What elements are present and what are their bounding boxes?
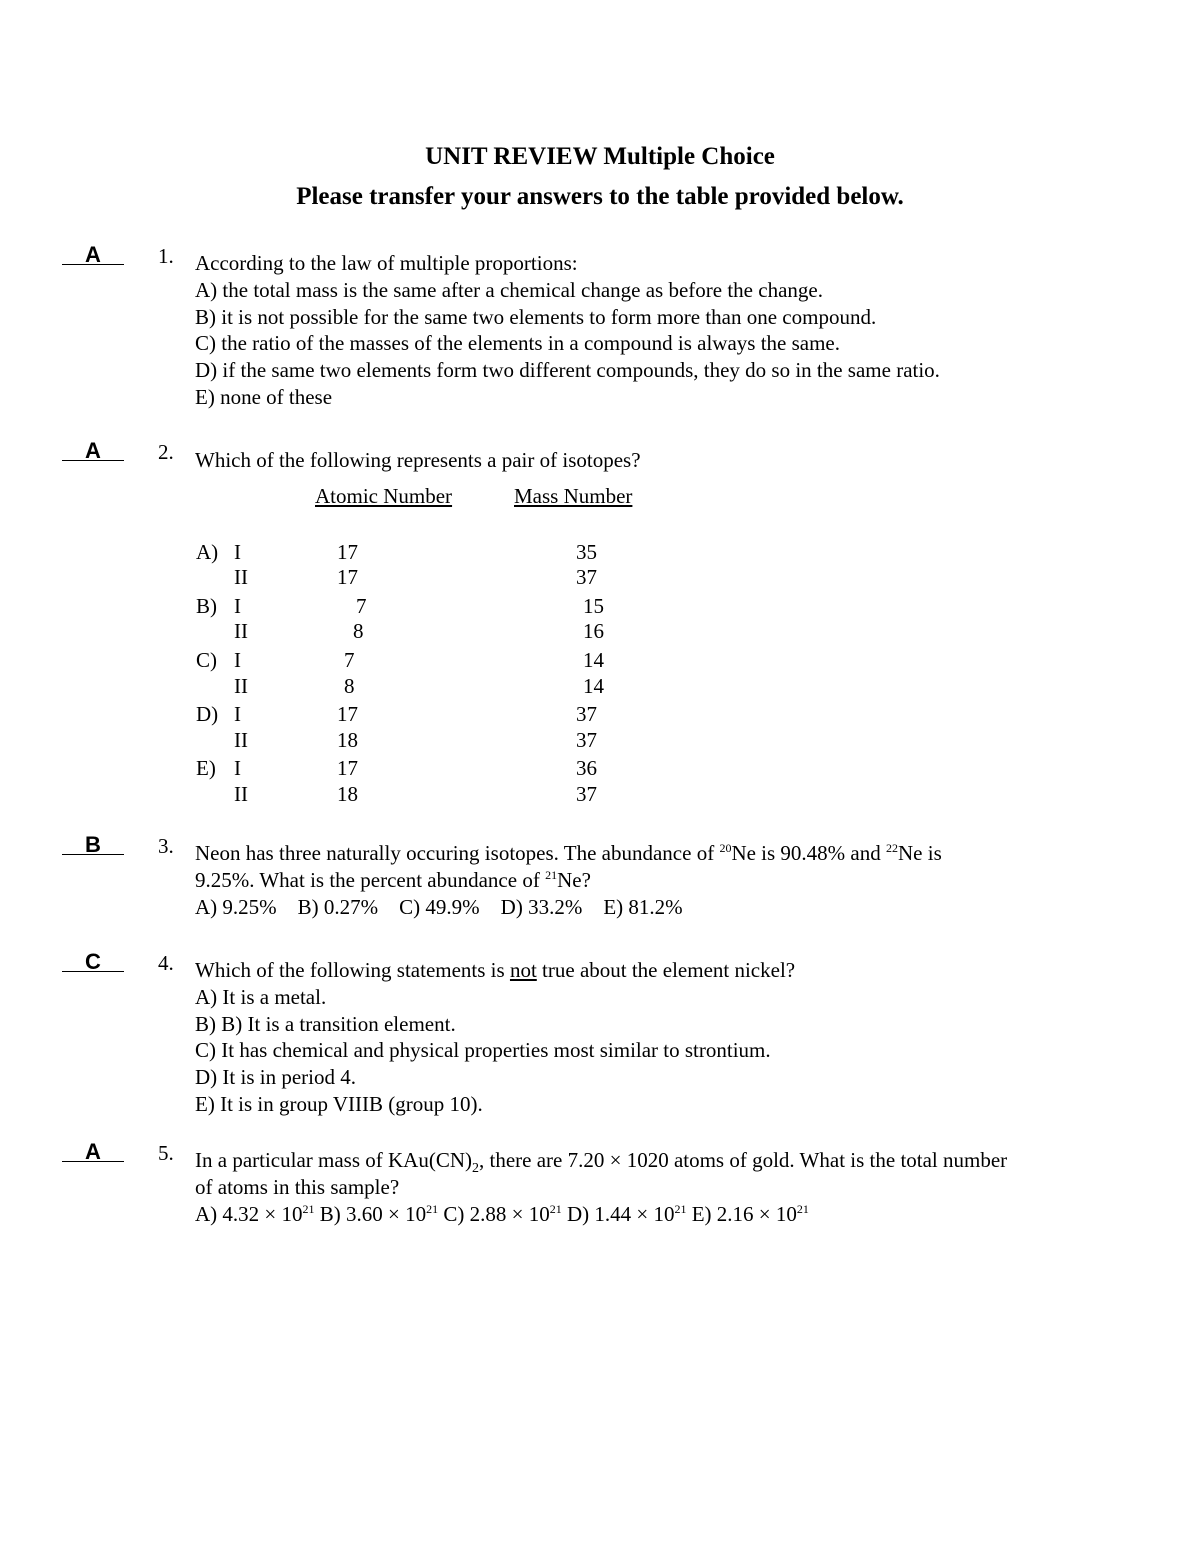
question-1: [195, 250, 1125, 411]
choice-row: [195, 894, 1125, 921]
exponent: 21: [426, 1201, 439, 1216]
question-stem: According to the law of multiple proportions:: [195, 251, 578, 275]
row-label: II: [234, 674, 248, 698]
choice: B) it is not possible for the same two elements to form more than one compound.: [195, 304, 877, 329]
choice: A) It is a metal.: [195, 984, 327, 1009]
question-stem-line-1: Neon has three naturally occuring isotopes. The abundance of $^{20}$Ne is 90.48% and $^{22}$Ne is: [195, 841, 942, 865]
choice: D) 1.44 × 10: [561, 1201, 675, 1226]
atomic-number: 8: [344, 674, 355, 698]
choice: C) 2.88 × 10: [438, 1201, 550, 1226]
answer-value-1: A: [85, 242, 101, 267]
row-label: I: [234, 702, 241, 726]
question-stem-line-2: 9.25%. What is the percent abundance of $^{21}$Ne?: [195, 867, 591, 892]
question-stem-line-1: In a particular mass of $KAu(CN)_2$, there are 7.20 × 1020 atoms of gold. What is the total number: [195, 1148, 1008, 1177]
atomic-number: 17: [337, 540, 358, 564]
mass-number: 16: [583, 619, 604, 643]
mass-number: 36: [576, 756, 597, 780]
choice: A) 9.25%: [195, 894, 277, 919]
question-stem: Which of the following represents a pair of isotopes?: [195, 448, 641, 472]
answer-value-4: C: [85, 949, 101, 974]
question-number-5: 5.: [158, 1141, 174, 1165]
choice-letter: A): [196, 540, 219, 564]
choice-letter: B): [196, 594, 217, 618]
choice: E) 81.2%: [603, 894, 683, 919]
exponent: 21: [549, 1201, 562, 1216]
atomic-number: 18: [337, 782, 358, 806]
mass-number: 14: [583, 648, 604, 672]
atomic-number: 17: [337, 565, 358, 589]
choice: D) if the same two elements form two different compounds, they do so in the same ratio.: [195, 358, 940, 383]
mass-superscript: 22: [886, 841, 898, 855]
question-number-3: 3.: [158, 834, 174, 858]
answer-blank-4[interactable]: [62, 941, 124, 972]
column-header-mass-number: Mass Number: [514, 484, 633, 508]
choice-letter: D): [196, 702, 219, 726]
exponent: 21: [302, 1201, 315, 1216]
question-4: [195, 957, 1125, 1118]
emphasis-not: not: [509, 958, 537, 982]
column-header-atomic-number: Atomic Number: [315, 484, 453, 508]
question-number-4: 4.: [158, 951, 174, 975]
choice: A) the total mass is the same after a chemical change as before the change.: [195, 277, 823, 302]
atomic-number: 8: [353, 619, 364, 643]
question-stem-2: [195, 447, 1125, 474]
exponent: 21: [796, 1201, 809, 1216]
mass-superscript: 21: [545, 867, 558, 882]
atomic-number: 7: [356, 594, 367, 618]
choice: D) 33.2%: [500, 894, 583, 919]
atomic-number: 7: [344, 648, 355, 672]
choice: C) It has chemical and physical properties most similar to strontium.: [195, 1038, 771, 1063]
choice: C) the ratio of the masses of the elements in a compound is always the same.: [195, 331, 841, 356]
choice: B) 0.27%: [297, 894, 379, 919]
page-subtitle: Please transfer your answers to the table provided below.: [296, 183, 904, 210]
question-stem: Which of the following statements is not true about the element nickel?: [195, 958, 796, 982]
row-label: I: [234, 756, 241, 780]
exponent: 21: [674, 1201, 687, 1216]
row-label: II: [234, 619, 248, 643]
mass-number: 37: [576, 782, 597, 806]
question-5: [195, 1147, 1125, 1227]
row-label: I: [234, 648, 241, 672]
row-label: II: [234, 565, 248, 589]
mass-superscript: 20: [719, 841, 732, 855]
choice: D) It is in period 4.: [195, 1065, 356, 1090]
choice: A) 4.32 × 10: [195, 1201, 303, 1226]
row-label: I: [234, 594, 241, 618]
atomic-number: 17: [337, 756, 358, 780]
atomic-number: 17: [337, 702, 358, 726]
choice: B) 3.60 × 10: [314, 1201, 427, 1226]
choice: C) 49.9%: [399, 894, 480, 919]
atomic-number: 18: [337, 728, 358, 752]
answer-value-3: B: [85, 832, 101, 857]
question-3: [195, 840, 1125, 920]
choice-row: [195, 1201, 1125, 1228]
answer-value-2: A: [85, 438, 101, 463]
choice: B) B) It is a transition element.: [195, 1011, 456, 1036]
choice: E) 2.16 × 10: [686, 1201, 797, 1226]
question-number-2: 2.: [158, 440, 174, 464]
answer-value-5: A: [85, 1139, 101, 1164]
mass-number: 15: [583, 594, 604, 618]
question-number-1: 1.: [158, 244, 174, 268]
answer-blank-1[interactable]: [62, 234, 124, 265]
row-label: II: [234, 728, 248, 752]
answer-blank-5[interactable]: [62, 1131, 124, 1162]
row-label: II: [234, 782, 248, 806]
row-label: I: [234, 540, 241, 564]
mass-number: 14: [583, 674, 604, 698]
mass-number: 37: [576, 728, 597, 752]
answer-blank-2[interactable]: [62, 430, 124, 461]
answer-blank-3[interactable]: [62, 824, 124, 855]
question-stem-line-2: of atoms in this sample?: [195, 1174, 400, 1199]
choice: E) It is in group VIIIB (group 10).: [195, 1091, 483, 1116]
mass-number: 35: [576, 540, 597, 564]
mass-number: 37: [576, 702, 597, 726]
page-title: UNIT REVIEW Multiple Choice: [425, 143, 775, 170]
choice: E) none of these: [195, 384, 333, 409]
choice-letter: E): [196, 756, 216, 780]
choice-letter: C): [196, 648, 217, 672]
subscript: 2: [472, 1161, 479, 1177]
mass-number: 37: [576, 565, 597, 589]
